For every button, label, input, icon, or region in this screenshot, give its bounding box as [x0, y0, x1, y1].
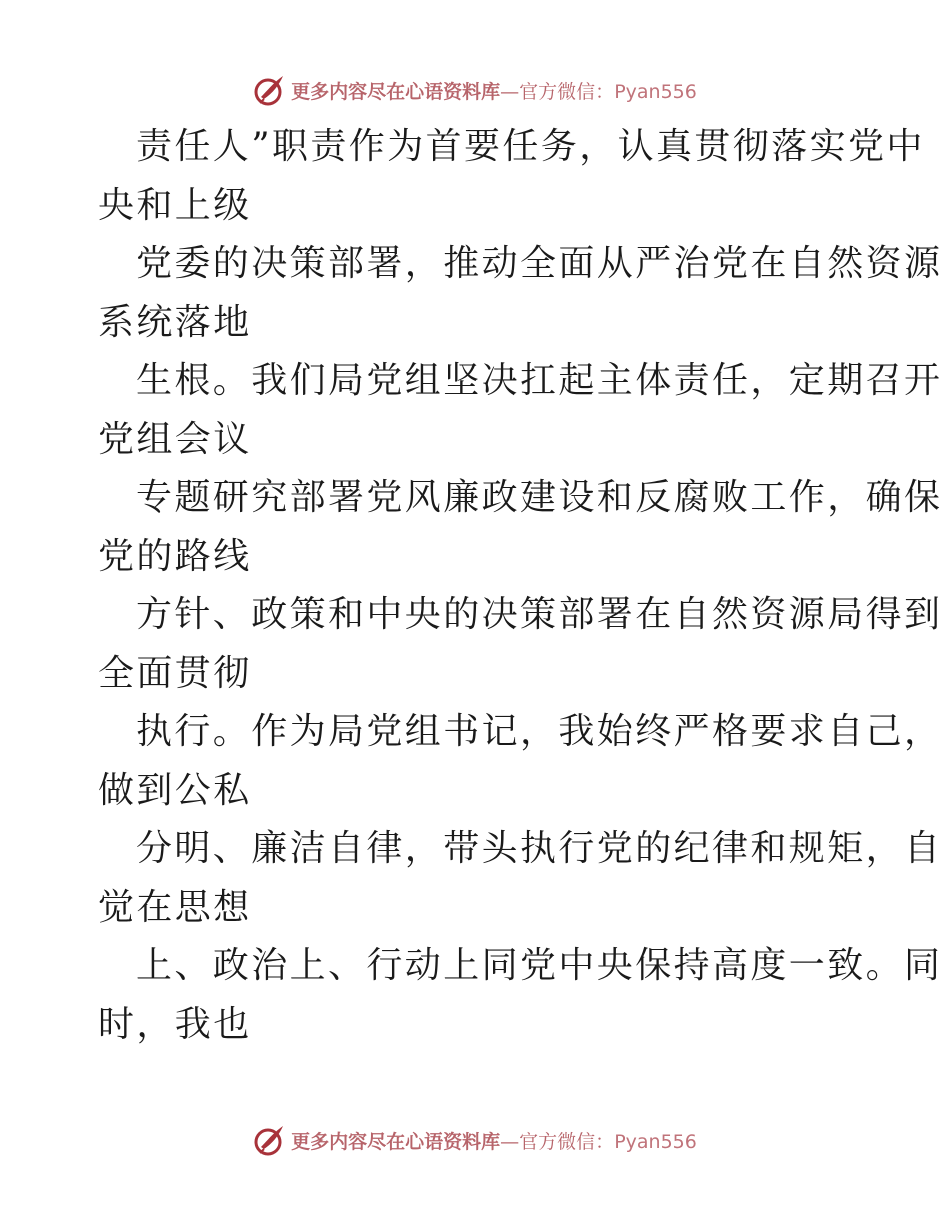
text-line: 责任人”职责作为首要任务，认真贯彻落实党中	[136, 126, 925, 167]
text-line: 央和上级	[98, 184, 252, 226]
document-body	[98, 118, 943, 1054]
text-line: 觉在思想	[98, 886, 252, 928]
quill-logo-icon	[253, 73, 287, 107]
watermark-label: 官方微信：	[519, 80, 615, 103]
text-line: 专题研究部署党风廉政建设和反腐败工作，确保	[136, 477, 943, 518]
watermark-wechat-id: Pyan556	[614, 80, 697, 103]
text-line: 党委的决策部署，推动全面从严治党在自然资源	[136, 243, 943, 284]
header-watermark	[0, 70, 950, 110]
watermark-site: 更多内容尽在心语资料库	[291, 80, 501, 103]
footer-watermark	[0, 1120, 950, 1160]
watermark-label: 官方微信：	[519, 1130, 615, 1153]
watermark-text	[291, 1127, 697, 1154]
text-line: 系统落地	[98, 301, 252, 343]
text-line: 党的路线	[98, 535, 252, 577]
text-line: 党组会议	[98, 418, 252, 460]
text-line: 生根。我们局党组坚决扛起主体责任，定期召开	[136, 360, 943, 401]
text-line: 时，我也	[98, 1003, 252, 1045]
text-line: 分明、廉洁自律，带头执行党的纪律和规矩，自	[136, 828, 943, 869]
watermark-text	[291, 77, 697, 104]
quill-logo-icon	[253, 1123, 287, 1157]
watermark-site: 更多内容尽在心语资料库	[291, 1130, 501, 1153]
watermark-wechat-id: Pyan556	[614, 1130, 697, 1153]
text-line: 做到公私	[98, 769, 252, 811]
watermark-separator: —	[500, 80, 520, 103]
watermark-separator: —	[500, 1130, 520, 1153]
text-line: 执行。作为局党组书记，我始终严格要求自己，	[136, 711, 943, 752]
text-line: 全面贯彻	[98, 652, 252, 694]
text-line: 上、政治上、行动上同党中央保持高度一致。同	[136, 945, 943, 986]
text-line: 方针、政策和中央的决策部署在自然资源局得到	[136, 594, 943, 635]
